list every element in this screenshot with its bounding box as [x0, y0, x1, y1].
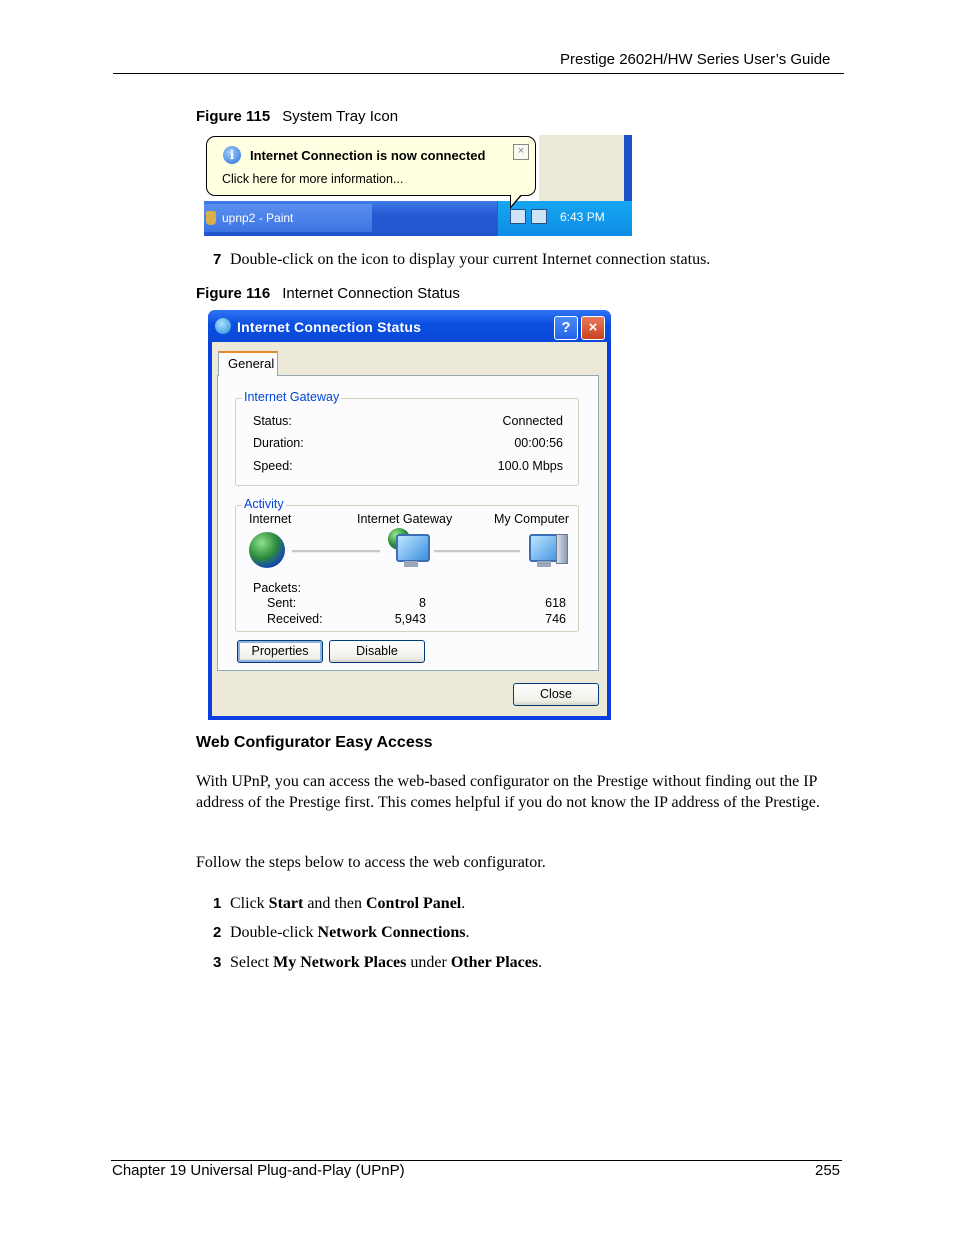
properties-button[interactable]: Properties	[237, 640, 323, 663]
balloon-tail-fill	[511, 192, 523, 206]
taskbar-button-paint[interactable]	[204, 204, 372, 232]
received-gateway-value: 5,943	[394, 612, 426, 626]
figure-115-label: Figure 115	[196, 108, 271, 125]
tab-general[interactable]	[218, 351, 278, 376]
step-number: 1	[213, 895, 222, 912]
duration-label: Duration:	[253, 436, 304, 450]
speed-label: Speed:	[253, 459, 293, 473]
step-2	[213, 922, 470, 943]
step-bold-control-panel: Control Panel	[365, 895, 462, 912]
step-text: Click	[230, 895, 269, 912]
dialog-title: Internet Connection Status	[237, 319, 422, 335]
paint-icon	[206, 211, 216, 225]
dialog-titlebar[interactable]	[208, 310, 611, 342]
internet-connection-status-dialog	[208, 310, 611, 720]
step-text: under	[406, 954, 451, 971]
status-label: Status:	[253, 414, 292, 428]
close-window-button[interactable]: ×	[581, 316, 605, 340]
packets-label: Packets:	[253, 581, 301, 595]
footer-chapter: Chapter 19 Universal Plug-and-Play (UPnP)	[112, 1162, 405, 1179]
page-number: 255	[815, 1162, 841, 1179]
step-7	[213, 249, 710, 270]
link-line-internet-gateway	[292, 550, 380, 553]
step-1	[213, 893, 465, 914]
sent-computer-value: 618	[545, 596, 566, 610]
desktop-strip	[539, 135, 632, 201]
general-tab-panel	[217, 375, 599, 671]
intro-paragraph: With UPnP, you can access the web-based configurator on the Prestige without finding out the IP address of the Prestige first. This comes helpful if you do not know the IP address of the Prestige.	[196, 773, 820, 811]
tab-general-label: General	[228, 356, 275, 371]
close-button[interactable]: Close	[513, 683, 599, 706]
step-bold-start: Start	[268, 895, 304, 912]
my-computer-stand	[537, 561, 551, 567]
network-status-icon[interactable]	[531, 209, 547, 224]
step-bold-other-places: Other Places	[450, 954, 539, 971]
step-text: and then	[303, 895, 366, 912]
internet-globe-icon	[249, 532, 285, 568]
info-icon: i	[223, 146, 241, 164]
activity-group-label: Activity	[244, 497, 284, 511]
help-button[interactable]: ?	[554, 316, 578, 340]
internet-column-label: Internet	[249, 512, 292, 526]
taskbar	[204, 201, 632, 236]
clock[interactable]: 6:43 PM	[560, 210, 605, 224]
step-number: 7	[213, 251, 222, 268]
step-bold-network-connections: Network Connections	[317, 924, 466, 941]
notification-balloon[interactable]	[206, 136, 536, 196]
taskbar-button-label: upnp2 - Paint	[222, 211, 294, 225]
step-number: 3	[213, 954, 222, 971]
step-bold-my-network-places: My Network Places	[273, 954, 407, 971]
balloon-close-button[interactable]: ×	[513, 144, 529, 160]
figure-116-title: Internet Connection Status	[282, 285, 460, 302]
balloon-text: Click here for more information...	[222, 172, 404, 186]
gateway-monitor-stand	[404, 561, 418, 567]
figure-115-title: System Tray Icon	[282, 108, 399, 125]
dialog-client	[212, 342, 607, 716]
sent-gateway-value: 8	[419, 596, 426, 610]
sent-label: Sent:	[267, 596, 297, 610]
follow-paragraph: Follow the steps below to access the web configurator.	[196, 854, 546, 871]
step-3	[213, 952, 542, 973]
figure-116-caption	[196, 285, 460, 302]
step-text: .	[465, 924, 470, 941]
speed-value: 100.0 Mbps	[497, 459, 563, 473]
network-icon	[215, 318, 231, 334]
figure-115-caption	[196, 108, 398, 125]
link-line-gateway-computer	[434, 550, 520, 553]
status-value: Connected	[502, 414, 563, 428]
figure-116-label: Figure 116	[196, 285, 271, 302]
gateway-group-label: Internet Gateway	[244, 390, 340, 404]
step-number: 2	[213, 924, 222, 941]
network-connection-icon[interactable]	[510, 209, 526, 224]
system-tray-screenshot	[204, 135, 632, 236]
gateway-column-label: Internet Gateway	[357, 512, 453, 526]
step-text: Select	[230, 954, 274, 971]
footer-rule	[111, 1160, 842, 1161]
step-text: .	[538, 954, 543, 971]
balloon-title: Internet Connection is now connected	[250, 148, 486, 163]
header-rule	[113, 73, 844, 74]
computer-column-label: My Computer	[494, 512, 570, 526]
section-heading: Web Configurator Easy Access	[196, 734, 433, 751]
step-text: Double-click on the icon to display your current Internet connection status.	[230, 251, 711, 268]
step-text: .	[461, 895, 466, 912]
disable-button[interactable]: Disable	[329, 640, 425, 663]
my-computer-tower-icon	[556, 534, 568, 564]
running-header: Prestige 2602H/HW Series User’s Guide	[560, 51, 831, 68]
step-text: Double-click	[230, 924, 318, 941]
gateway-monitor-icon	[396, 534, 430, 562]
received-computer-value: 746	[545, 612, 566, 626]
duration-value: 00:00:56	[514, 436, 563, 450]
received-label: Received:	[267, 612, 323, 626]
